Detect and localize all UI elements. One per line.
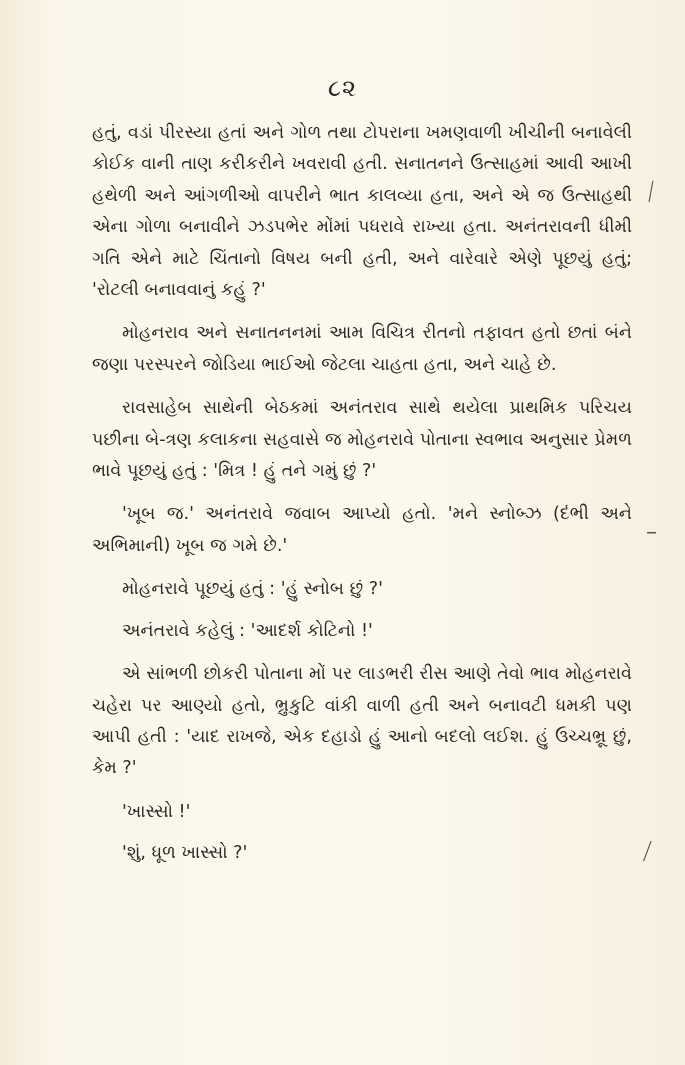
paragraph-4: 'ખૂબ જ.' અનંતરાવે જવાબ આપ્યો હતો. 'મને સ્નોબ્ઝ (દંભી અને અભિમાની) ખૂબ જ ગમે છે.' — [92, 504, 632, 556]
paragraph-2: મોહનરાવ અને સનાતનનમાં આમ વિચિત્ર રીતનો તફાવત હતો છતાં બંને જણા પરસ્પરને જોડિયા ભાઈઓ જેટલા ચાહતા હતા, અને ચાહે છે. — [92, 323, 632, 375]
page-number: ૮૨ — [327, 74, 358, 102]
paragraph-6: અનંતરાવે કહેલું : 'આદર્શ કોટિનો !' — [122, 620, 373, 641]
paragraph-5: મોહનરાવે પૂછયું હતું : 'હું સ્નોબ છું ?' — [122, 579, 383, 600]
margin-dash-mark: – — [646, 520, 657, 545]
paragraph-3: રાવસાહેબ સાથેની બેઠકમાં અનંતરાવ સાથે થયેલા પ્રાથમિક પરિચય પછીના બે-ત્રણ કલાકના સહવાસે જ મોહનરાવે પોતાના સ્વભાવ અનુસાર પ્રેમળ ભાવે પૂછયું હતું : 'મિત્ર ! હું તને ગમું છું ?' — [92, 398, 632, 482]
paragraph-8: 'ખાસ્સો !' — [122, 801, 191, 822]
paragraph-7: એ સાંભળી છોકરી પોતાના મોં પર લાડભરી રીસ આણે તેવો ભાવ મોહનરાવે ચહેરા પર આણ્યો હતો, ભ્રુકુટિ વાંકી વાળી હતી અને બનાવટી ધમકી પણ આપી હતી : 'યાદ રાખજે, એક દહાડો હું આનો બદલો લઈશ. હું ઉચ્ચભ્રૂ છું, કેમ ?' — [92, 664, 632, 779]
margin-pencil-mark: ⟋ — [638, 177, 665, 208]
body-text — [92, 118, 632, 870]
margin-pencil-mark-2: ⟋ — [636, 838, 660, 867]
paragraph-1: હતું, વડાં પીરસ્યા હતાં અને ગોળ તથા ટોપરાના ખમણવાળી ખીચીની બનાવેલી કોઈક વાની તાણ કરીકરીને ખવરાવી હતી. સનાતનને ઉત્સાહમાં આવી આખી હથેળી અને આંગળીઓ વાપરીને ભાત કાલવ્યા હતા, અને એ જ ઉત્સાહથી એના ગોળા બનાવીને ઝડપભેર મોંમાં પધરાવે રાખ્યા હતા. અનંતરાવની ધીમી ગતિ એને માટે ચિંતાનો વિષય બની હતી, અને વારેવારે એણે પૂછયું હતું; 'રોટલી બનાવવાનું કહું ?' — [92, 123, 632, 301]
paragraph-9: 'શું, ધૂળ ખાસ્સો ?' — [122, 843, 248, 864]
